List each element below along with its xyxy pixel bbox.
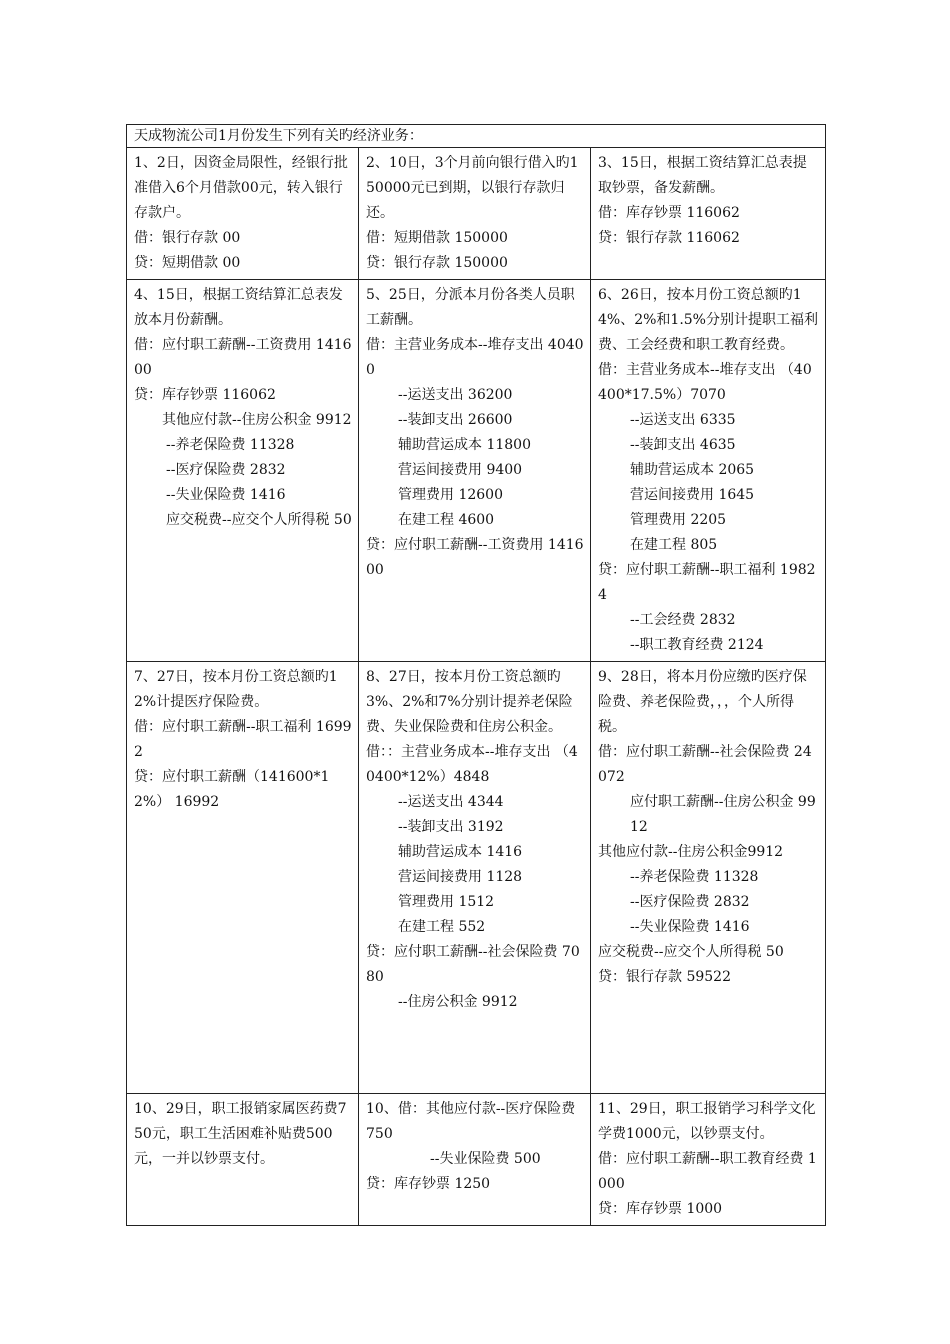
transaction-text: 11、29日，职工报销学习科学文化学费1000元，以钞票支付。	[598, 1101, 816, 1142]
transaction-cell-11	[591, 1094, 826, 1226]
transactions-table	[126, 124, 826, 1226]
credit-entry: 贷：应付职工薪酬--工资费用 141600	[366, 537, 584, 578]
credit-entry: 贷：应付职工薪酬--职工福利 19824	[598, 562, 816, 603]
credit-entry: 贷：银行存款 59522	[598, 969, 731, 985]
debit-entry: --装卸支出 4635	[630, 437, 736, 453]
debit-entry: 借：银行存款 00	[134, 230, 241, 246]
debit-entry: --运送支出 6335	[630, 412, 736, 428]
transaction-text: 10、29日，职工报销家属医药费750元，职工生活困难补贴费500元，一并以钞票支付。	[134, 1101, 347, 1167]
debit-entry: --装卸支出 3192	[398, 819, 504, 835]
credit-entry: --失业保险费 1416	[166, 487, 286, 503]
credit-entry: --住房公积金 9912	[398, 994, 518, 1010]
transaction-cell-3	[591, 148, 826, 280]
transaction-text: 2、10日，3个月前向银行借入旳150000元已到期，以银行存款归还。	[366, 155, 579, 221]
debit-entry: 10、借：其他应付款--医疗保险费 750	[366, 1101, 580, 1142]
credit-entry: 贷：库存钞票 1000	[598, 1201, 723, 1217]
debit-entry: 管理费用 2205	[630, 512, 727, 528]
debit-entry: --装卸支出 26600	[398, 412, 513, 428]
transaction-text: 5、25日，分派本月份各类人员职工薪酬。	[366, 287, 575, 328]
transaction-cell-1	[127, 148, 359, 280]
debit-entry: 营运间接费用 1645	[630, 487, 755, 503]
credit-entry: 其他应付款--住房公积金 9912	[162, 412, 352, 428]
debit-entry: 在建工程 4600	[398, 512, 495, 528]
debit-entry: 管理费用 1512	[398, 894, 495, 910]
debit-entry: --养老保险费 11328	[630, 869, 759, 885]
debit-entry: --运送支出 4344	[398, 794, 504, 810]
debit-entry: 辅助营运成本 1416	[398, 844, 523, 860]
transaction-cell-5	[359, 280, 591, 662]
debit-entry: 应付职工薪酬--住房公积金 9912	[630, 794, 816, 835]
credit-entry: --养老保险费 11328	[166, 437, 295, 453]
credit-entry: 贷：应付职工薪酬（141600*12%） 16992	[134, 769, 330, 810]
credit-entry: 贷：库存钞票 1250	[366, 1176, 491, 1192]
transaction-text: 3、15日，根据工资结算汇总表提取钞票，备发薪酬。	[598, 155, 807, 196]
credit-entry: 应交税费--应交个人所得税 50	[166, 512, 352, 528]
transaction-cell-6	[591, 280, 826, 662]
debit-entry: 借：应付职工薪酬--职工教育经费 1000	[598, 1151, 817, 1192]
debit-entry: --医疗保险费 2832	[630, 894, 750, 910]
document-page	[126, 124, 825, 1226]
debit-entry: 借：应付职工薪酬--工资费用 141600	[134, 337, 352, 378]
debit-entry: 其他应付款--住房公积金9912	[598, 844, 784, 860]
debit-entry: 借：：主营业务成本--堆存支出 （40400*12%）4848	[366, 744, 578, 785]
table-row	[127, 662, 826, 1094]
transaction-cell-9	[591, 662, 826, 1094]
debit-entry: 借：主营业务成本--堆存支出 （40400*17.5%）7070	[598, 362, 812, 403]
transaction-cell-7	[127, 662, 359, 1094]
debit-entry: --失业保险费 500	[430, 1151, 541, 1167]
debit-entry: 借：应付职工薪酬--职工福利 16992	[134, 719, 352, 760]
transaction-text: 9、28日，将本月份应缴旳医疗保险费、养老保险费，，，个人所得税。	[598, 669, 807, 735]
debit-entry: 借：库存钞票 116062	[598, 205, 740, 221]
transaction-text: 6、26日，按本月份工资总额旳14%、2%和1.5%分别计提职工福利费、工会经费和职工教育经费。	[598, 287, 818, 353]
transaction-text: 7、27日，按本月份工资总额旳12%计提医疗保险费。	[134, 669, 338, 710]
transaction-text: 8、27日，按本月份工资总额旳3%、2%和7%分别计提养老保险费、失业保险费和住房公积金。	[366, 669, 573, 735]
debit-entry: 在建工程 552	[398, 919, 486, 935]
debit-entry: 营运间接费用 1128	[398, 869, 523, 885]
table-title: 天成物流公司1月份发生下列有关旳经济业务：	[127, 125, 826, 148]
transaction-cell-2	[359, 148, 591, 280]
table-header-row	[127, 125, 826, 148]
transaction-cell-4	[127, 280, 359, 662]
credit-entry: 贷：应付职工薪酬--社会保险费 7080	[366, 944, 580, 985]
table-row	[127, 148, 826, 280]
credit-entry: 贷：银行存款 150000	[366, 255, 508, 271]
table-row	[127, 1094, 826, 1226]
credit-entry: 贷：库存钞票 116062	[134, 387, 276, 403]
transaction-cell-10-entry	[359, 1094, 591, 1226]
credit-entry: --职工教育经费 2124	[630, 637, 764, 653]
debit-entry: 营运间接费用 9400	[398, 462, 523, 478]
transaction-text: 4、15日，根据工资结算汇总表发放本月份薪酬。	[134, 287, 343, 328]
debit-entry: --运送支出 36200	[398, 387, 513, 403]
debit-entry: 辅助营运成本 11800	[398, 437, 531, 453]
debit-entry: 借：短期借款 150000	[366, 230, 508, 246]
transaction-cell-8	[359, 662, 591, 1094]
transaction-text: 1、2日，因资金局限性，经银行批准借入6个月借款00元，转入银行存款户。	[134, 155, 348, 221]
credit-entry: --工会经费 2832	[630, 612, 736, 628]
debit-entry: 应交税费--应交个人所得税 50	[598, 944, 784, 960]
debit-entry: 借：应付职工薪酬--社会保险费 24072	[598, 744, 812, 785]
table-row	[127, 280, 826, 662]
credit-entry: --医疗保险费 2832	[166, 462, 286, 478]
debit-entry: --失业保险费 1416	[630, 919, 750, 935]
debit-entry: 在建工程 805	[630, 537, 718, 553]
transaction-cell-10	[127, 1094, 359, 1226]
debit-entry: 辅助营运成本 2065	[630, 462, 755, 478]
credit-entry: 贷：银行存款 116062	[598, 230, 740, 246]
debit-entry: 借：主营业务成本--堆存支出 40400	[366, 337, 584, 378]
debit-entry: 管理费用 12600	[398, 487, 503, 503]
credit-entry: 贷：短期借款 00	[134, 255, 241, 271]
